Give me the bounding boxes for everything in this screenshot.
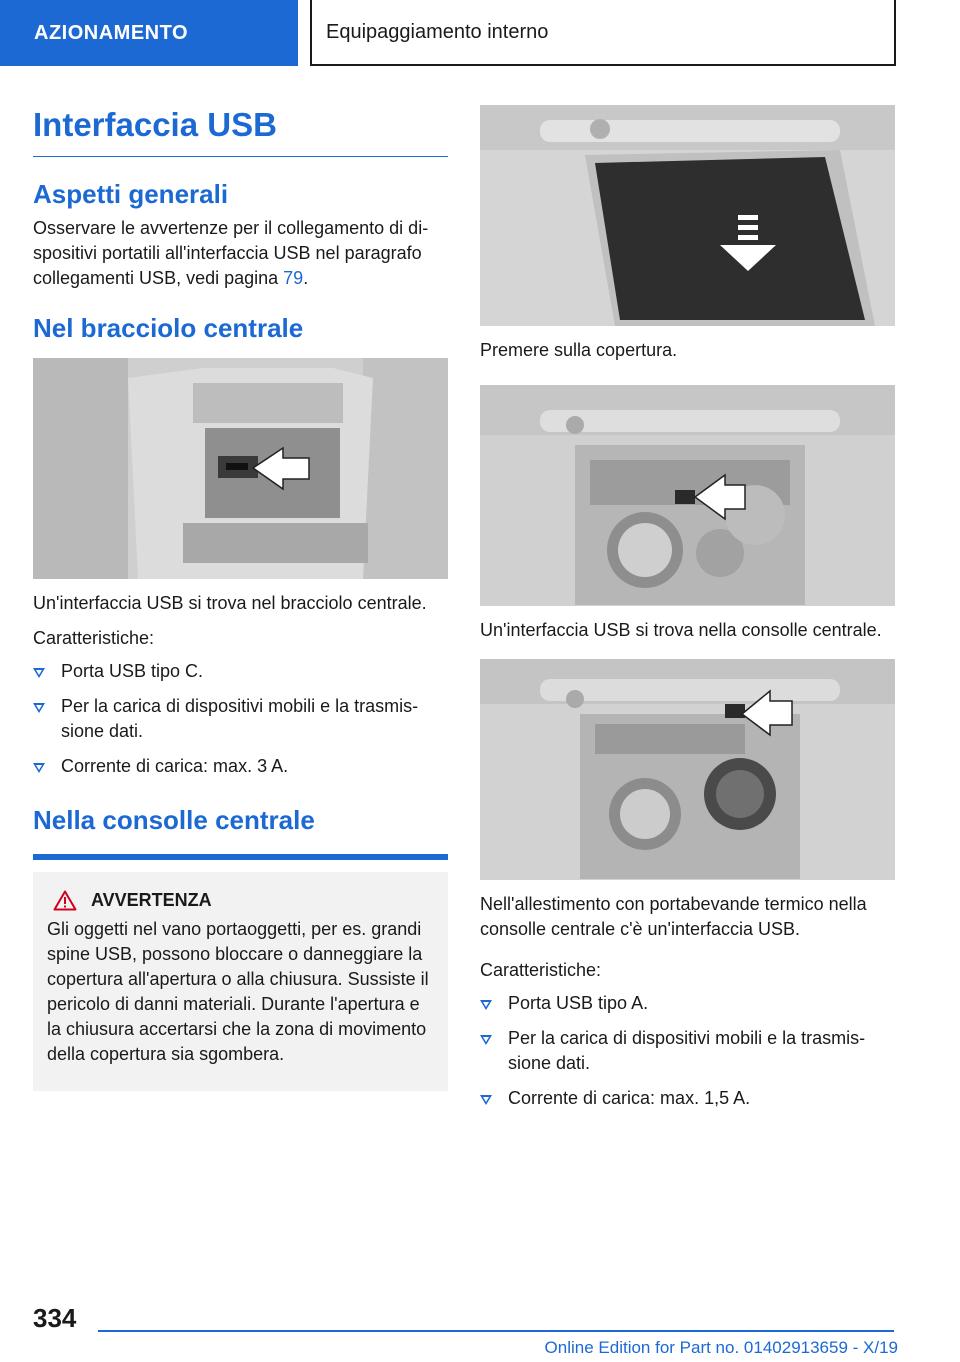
features-label: Caratteristiche: xyxy=(33,628,155,648)
footer-divider xyxy=(98,1330,894,1332)
section-label: Equipaggiamento interno xyxy=(326,20,549,43)
warning-box xyxy=(33,872,448,1091)
general-heading: Aspetti generali xyxy=(33,179,229,209)
armrest-usb-photo xyxy=(33,358,448,579)
edition-note: Online Edition for Part no. 01402913659 - X/19 xyxy=(544,1338,898,1357)
console-heading: Nella consolle centrale xyxy=(33,805,448,860)
armrest-heading: Nel bracciolo centrale xyxy=(33,313,304,343)
console-usb-caption: Un'interfaccia USB si trova nella consolle centrale. xyxy=(480,620,882,640)
console-feature-list xyxy=(480,991,895,1111)
section-title xyxy=(310,0,896,66)
bullet-triangle-icon xyxy=(480,1035,492,1045)
chapter-label: AZIONAMENTO xyxy=(34,21,189,44)
warning-triangle-icon xyxy=(53,890,77,911)
console-cover-photo xyxy=(480,105,895,326)
bullet-triangle-icon xyxy=(480,1000,492,1010)
general-text: Osservare le avvertenze per il collegamento di dispositivi portatili all'interfaccia USB nel paragrafo collegamenti USB, vedi pagina xyxy=(33,218,429,288)
page-link[interactable]: 79 xyxy=(283,268,304,288)
warning-title: AVVERTENZA xyxy=(91,890,212,910)
features-label-right: Caratteristiche: xyxy=(480,960,602,980)
list-item: Corrente di carica: max. 3 A. xyxy=(33,754,448,779)
cover-caption: Premere sulla copertura. xyxy=(480,340,678,360)
list-item: Porta USB tipo A. xyxy=(480,991,895,1016)
console-usb-photo xyxy=(480,385,895,606)
bullet-triangle-icon xyxy=(33,763,45,773)
general-end: . xyxy=(303,268,309,288)
list-item: Per la carica di dispositivi mobili e la trasmissione dati. xyxy=(480,1026,895,1076)
heated-cupholder-usb-photo xyxy=(480,659,895,880)
general-paragraph xyxy=(33,216,448,291)
list-item: Porta USB tipo C. xyxy=(33,659,448,684)
chapter-tab[interactable] xyxy=(0,0,298,66)
right-column xyxy=(480,105,895,1121)
bullet-triangle-icon xyxy=(33,668,45,678)
bullet-triangle-icon xyxy=(33,703,45,713)
page-number: 334 xyxy=(33,1303,77,1333)
warning-text: Gli oggetti nel vano portaoggetti, per es. grandi spine USB, possono bloccare o danneggiare la copertura all'apertura o alla chiusura. Sussiste il pericolo di danni materiali. Durante l'apertura e la chiusura accertarsi che la zona di movimento della copertura sia sgombera. xyxy=(47,919,429,1064)
armrest-feature-list xyxy=(33,659,448,779)
list-item: Corrente di carica: max. 1,5 A. xyxy=(480,1086,895,1111)
heated-cupholder-caption: Nell'allestimento con portabevande termico nella consolle centrale c'è un'interfaccia USB. xyxy=(480,894,867,939)
page-title: Interfaccia USB xyxy=(33,100,448,157)
warning-header xyxy=(47,890,434,911)
left-column xyxy=(33,100,448,1091)
list-item: Per la carica di dispositivi mobili e la trasmissione dati. xyxy=(33,694,448,744)
armrest-caption: Un'interfaccia USB si trova nel bracciolo centrale. xyxy=(33,593,427,613)
bullet-triangle-icon xyxy=(480,1095,492,1105)
